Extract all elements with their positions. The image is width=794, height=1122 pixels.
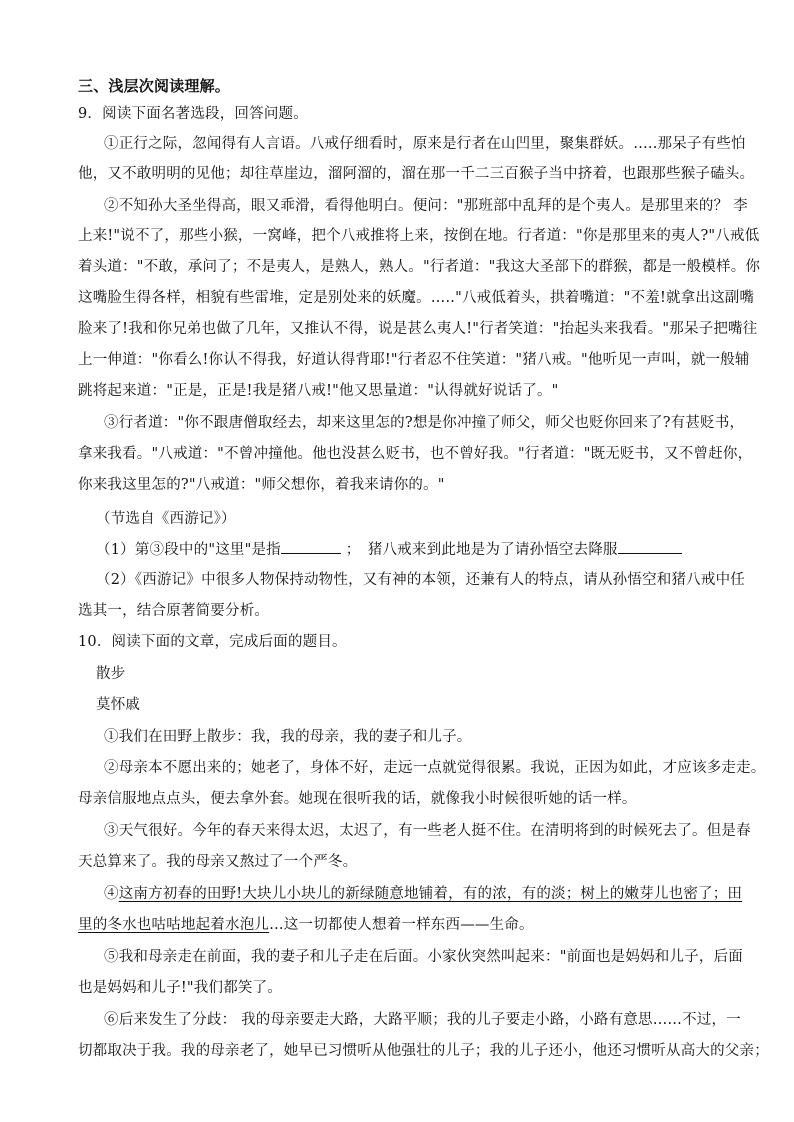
q9-p2-line3: 着头道："不敢，承问了；不是夷人，是熟人，熟人。"行者道："我这大圣部下的群猴，都是一般模样。你 bbox=[78, 259, 761, 275]
q9-sub2-line2: 选其一，结合原著简要分析。 bbox=[78, 603, 270, 619]
q9-p2-line5: 脸来了!我和你兄弟也做了几年，又推认不得，说是甚么夷人!"行者笑道："抬起头来我看。"那呆子把嘴往 bbox=[78, 321, 758, 337]
section-title: 三、浅层次阅读理解。 bbox=[78, 77, 231, 95]
q9-p2-line6: 上一伸道："你看么!你认不得我，好道认得背耶!"行者忍不住笑道："猪八戒。"他听见一声叫，就一般辅 bbox=[78, 352, 750, 368]
q10-p3-line1: ③天气很好。今年的春天来得太迟，太迟了，有一些老人挺不住。在清明将到的时候死去了。但是春 bbox=[104, 823, 751, 839]
q9-p2-line1: ②不知孙大圣坐得高，眼又乖滑，看得他明白。便问："那班部中乱拜的是个夷人。是那里来的？ 李 bbox=[104, 198, 748, 214]
q10-p4-rest: …这一切都使人想着一样东西——生命。 bbox=[269, 917, 534, 933]
q10-p6-line1: ⑥后来发生了分歧： 我的母亲要走大路，大路平顺；我的儿子要走小路，小路有意思……不过，一 bbox=[104, 1012, 741, 1028]
q10-intro: 10．阅读下面的文章，完成后面的题目。 bbox=[78, 634, 347, 650]
q9-sub1-text-a: （1）第③段中的"这里"是指 bbox=[96, 542, 281, 558]
q9-p1-line1: ①正行之际，忽闻得有人言语。八戒仔细看时，原来是行者在山凹里，聚集群妖。…..那呆子有些怕 bbox=[104, 136, 746, 152]
q9-sub2-line1: （2）《西游记》中很多人物保持动物性，又有神的本领，还兼有人的特点，请从孙悟空和猪八戒中任 bbox=[96, 572, 745, 588]
q9-p3-line1: ③行者道："你不跟唐僧取经去，却来这里怎的?想是你冲撞了师父，师父也贬你回来了?有甚贬书， bbox=[104, 415, 745, 431]
q10-p2-line1: ②母亲本不愿出来的；她老了，身体不好，走远一点就觉得很累。我说，正因为如此，才应该多走走。 bbox=[104, 760, 766, 776]
q9-p3-line2: 拿来我看。"八戒道："不曾冲撞他。他也没甚么贬书，也不曾好我。"行者道："既无贬书，又不曾赶你， bbox=[78, 446, 753, 462]
essay-title: 散步 bbox=[96, 666, 126, 682]
q9-sub1-text-b: ； 猪八戒来到此地是为了请孙悟空去降服 bbox=[345, 542, 618, 558]
q10-p3-line2: 天总算来了。我的母亲又熬过了一个严冬。 bbox=[78, 854, 358, 870]
q10-p6-line2: 切都取决于我。我的母亲老了，她早已习惯听从他强壮的儿子；我的儿子还小，他还习惯听从高大的父亲； bbox=[78, 1043, 769, 1059]
q9-p1-line2: 他，又不敢明明的见他；却往草崖边，溜阿溜的，溜在那一千二三百猴子当中挤着，也跟那些猴子磕头。 bbox=[78, 166, 755, 182]
q9-source: （节选自《西游记》） bbox=[96, 511, 236, 527]
q10-p4-number: ④ bbox=[104, 886, 119, 902]
q9-p2-line4: 这嘴脸生得各样，相貌有些雷堆，定是别处来的妖魔。….."八戒低着头，拱着嘴道："不羞!就拿出这副嘴 bbox=[78, 290, 755, 306]
q10-p2-line2: 母亲信服地点点头，便去拿外套。她现在很听我的话，就像我小时候很听她的话一样。 bbox=[78, 791, 637, 807]
q9-p3-line3: 你来我这里怎的?"八戒道："师父想你，着我来请你的。" bbox=[78, 477, 445, 493]
q9-sub1 bbox=[96, 539, 794, 560]
answer-blank-2[interactable] bbox=[618, 539, 682, 554]
q9-p2-line2: 上来!"说不了，那些小猴，一窝峰，把个八戒推将上来，按倒在地。行者道："你是那里来的夷人?"八戒低 bbox=[78, 228, 760, 244]
q10-p5-line1: ⑤我和母亲走在前面，我的妻子和儿子走在后面。小家伙突然叫起来："前面也是妈妈和儿子，后面 bbox=[104, 949, 743, 965]
answer-blank-1[interactable] bbox=[281, 539, 341, 554]
q9-intro: 9．阅读下面名著选段，回答问题。 bbox=[78, 106, 308, 122]
essay-author: 莫怀戚 bbox=[96, 697, 141, 713]
q10-p1: ①我们在田野上散步：我，我的母亲，我的妻子和儿子。 bbox=[104, 729, 472, 745]
q10-p4-underlined-1: 这南方初春的田野!大块儿小块儿的新绿随意地铺着，有的浓，有的淡；树上的嫩芽儿也密了；田 bbox=[118, 886, 743, 902]
q10-p5-line2: 也是妈妈和儿子!"我们都笑了。 bbox=[78, 980, 282, 996]
q10-p4-line2 bbox=[78, 915, 778, 935]
q10-p4-line1 bbox=[104, 884, 794, 904]
q10-p4-underlined-2: 里的冬水也咕咕地起着水泡儿 bbox=[78, 917, 270, 933]
q9-p2-line7: 跳将起来道："正是，正是!我是猪八戒!"他又思量道："认得就好说话了。" bbox=[78, 383, 559, 399]
